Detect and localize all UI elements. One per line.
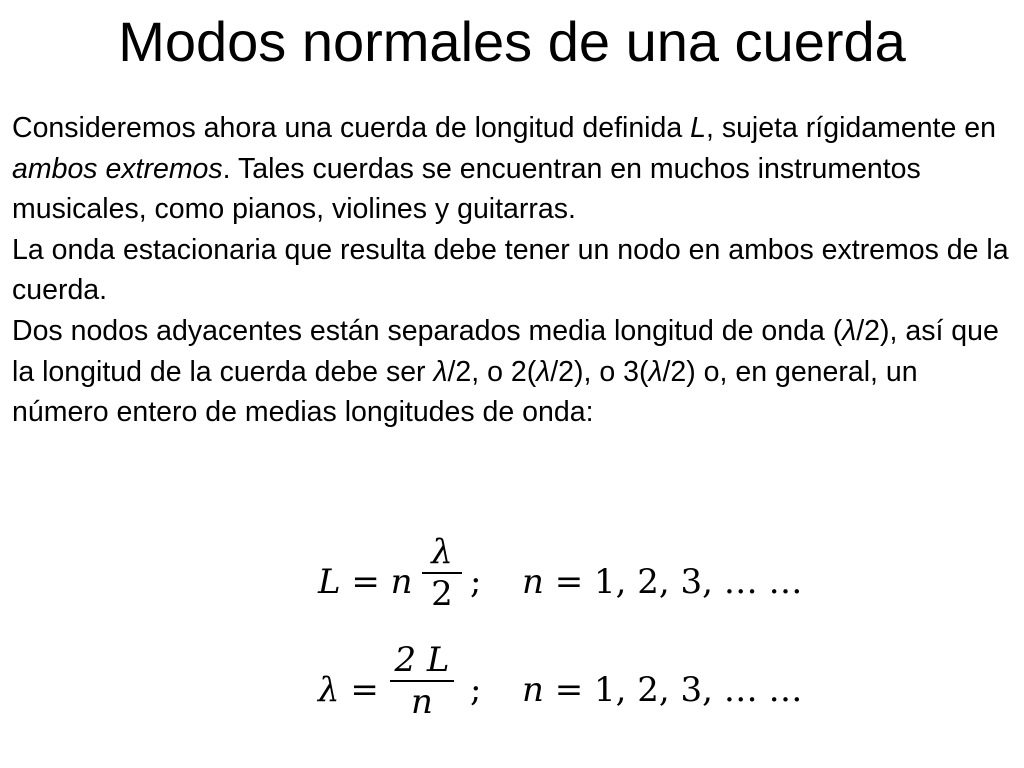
equation-lhs: L = n (318, 562, 413, 602)
rhs-values: = 1, 2, 3, … … (543, 562, 803, 602)
lambda-symbol: λ (648, 355, 663, 388)
variable-L: L (690, 112, 706, 144)
text-run: /2) o, en general, un número entero de medias longitudes de onda: (12, 355, 918, 429)
text-run: . Tales cuerdas se encuentran en muchos instrumentos musicales, como pianos, violines y guitarras. (12, 152, 921, 226)
equation-wavelength (0, 640, 1024, 740)
lambda-symbol: λ (433, 355, 448, 388)
emphasis-text: ambos extremos (12, 152, 223, 185)
fraction-numerator: 2 L (394, 640, 450, 680)
text-run: Consideremos ahora una cuerda de longitud definida (12, 112, 691, 144)
text-run: /2), así que la longitud de la cuerda debe ser (12, 314, 999, 388)
text-run: /2, o 2( (447, 355, 537, 388)
fraction-denominator: n (411, 682, 433, 722)
paragraph-standing-wave: La onda estacionaria que resulta debe tener un nodo en ambos extremos de la cuerda. (12, 233, 1009, 307)
equation-fraction (422, 532, 462, 614)
text-run: Dos nodos adyacentes están separados media longitud de onda ( (12, 314, 843, 347)
rhs-variable: n (522, 562, 544, 602)
text-run: , sujeta rígidamente en (706, 112, 996, 144)
equation-rhs (522, 670, 803, 710)
text-run: /2), o 3( (550, 355, 649, 388)
equation-fraction (390, 640, 454, 722)
slide-title: Modos normales de una cuerda (118, 10, 906, 73)
rhs-values: = 1, 2, 3, … … (543, 670, 803, 710)
equation-separator: ; (470, 670, 482, 710)
lambda-symbol: λ (842, 314, 857, 347)
paragraph-nodes (12, 311, 1012, 433)
equation-length (0, 532, 1024, 632)
equation-lhs: λ = (318, 670, 379, 710)
rhs-variable: n (522, 670, 544, 710)
body-text (12, 108, 1012, 433)
fraction-denominator: 2 (431, 574, 453, 614)
paragraph-definition (12, 108, 1012, 230)
fraction-numerator: λ (431, 532, 453, 572)
equation-separator: ; (470, 562, 482, 602)
equation-rhs (522, 562, 803, 602)
lambda-symbol: λ (536, 355, 551, 388)
